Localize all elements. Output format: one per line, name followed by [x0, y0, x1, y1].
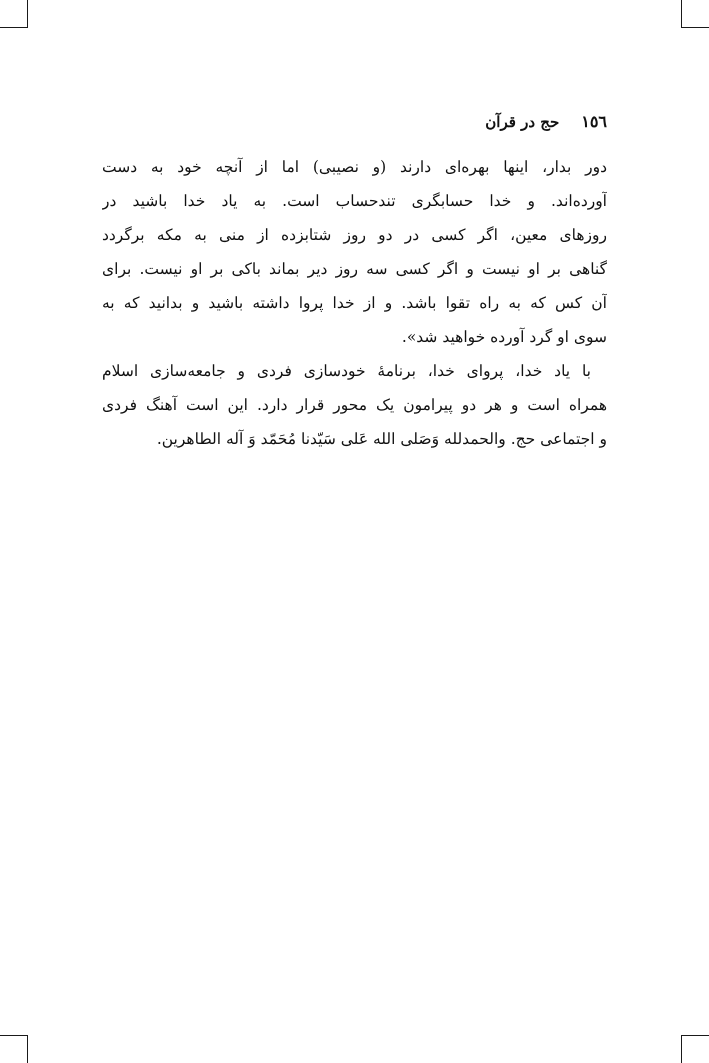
text-line: دور بدار، اینها بهره‌ای دارند (و نصیبی) اما از آنچه خود به دست: [102, 158, 607, 176]
crop-mark-bottom-left-vertical: [27, 1035, 28, 1063]
crop-mark-top-right-horizontal: [681, 27, 709, 28]
text-line: همراه است و هر دو پیرامون یک محور قرار دارد. این است آهنگ فردی: [102, 396, 607, 414]
crop-mark-top-right-vertical: [681, 0, 682, 28]
crop-mark-bottom-left-horizontal: [0, 1035, 28, 1036]
crop-mark-top-left-horizontal: [0, 27, 28, 28]
text-line: و اجتماعی حج. والحمدلله وَصَلی الله عَلی سَیّدنا مُحَمّد وَ آله الطاهرین.: [156, 430, 607, 448]
text-line: آن کس که به راه تقوا باشد. و از خدا پروا داشته باشید و بدانید که به: [102, 294, 607, 312]
text-line: آورده‌اند. و خدا حسابگری تندحساب است. به یاد خدا باشید در: [102, 192, 607, 210]
text-line: سوی او گرد آورده خواهید شد».: [401, 328, 607, 346]
paragraph-2: [102, 354, 607, 456]
crop-mark-bottom-right-vertical: [681, 1035, 682, 1063]
book-title: حج در قرآن: [485, 113, 560, 131]
paragraph-1: [102, 150, 607, 354]
text-line: با یاد خدا، پروای خدا، برنامهٔ خودسازی فردی و جامعه‌سازی اسلام: [102, 362, 591, 380]
crop-mark-bottom-right-horizontal: [681, 1035, 709, 1036]
crop-mark-top-left-vertical: [27, 0, 28, 28]
text-line: گناهی بر او نیست و اگر کسی سه روز دیر بماند باکی بر او نیست. برای: [102, 260, 607, 278]
page-number: ١٥٦: [581, 112, 607, 131]
body-text: [102, 150, 607, 456]
running-head: [485, 112, 607, 131]
text-line: روزهای معین، اگر کسی در دو روز شتابزده از منی به مکه برگردد: [102, 226, 607, 244]
